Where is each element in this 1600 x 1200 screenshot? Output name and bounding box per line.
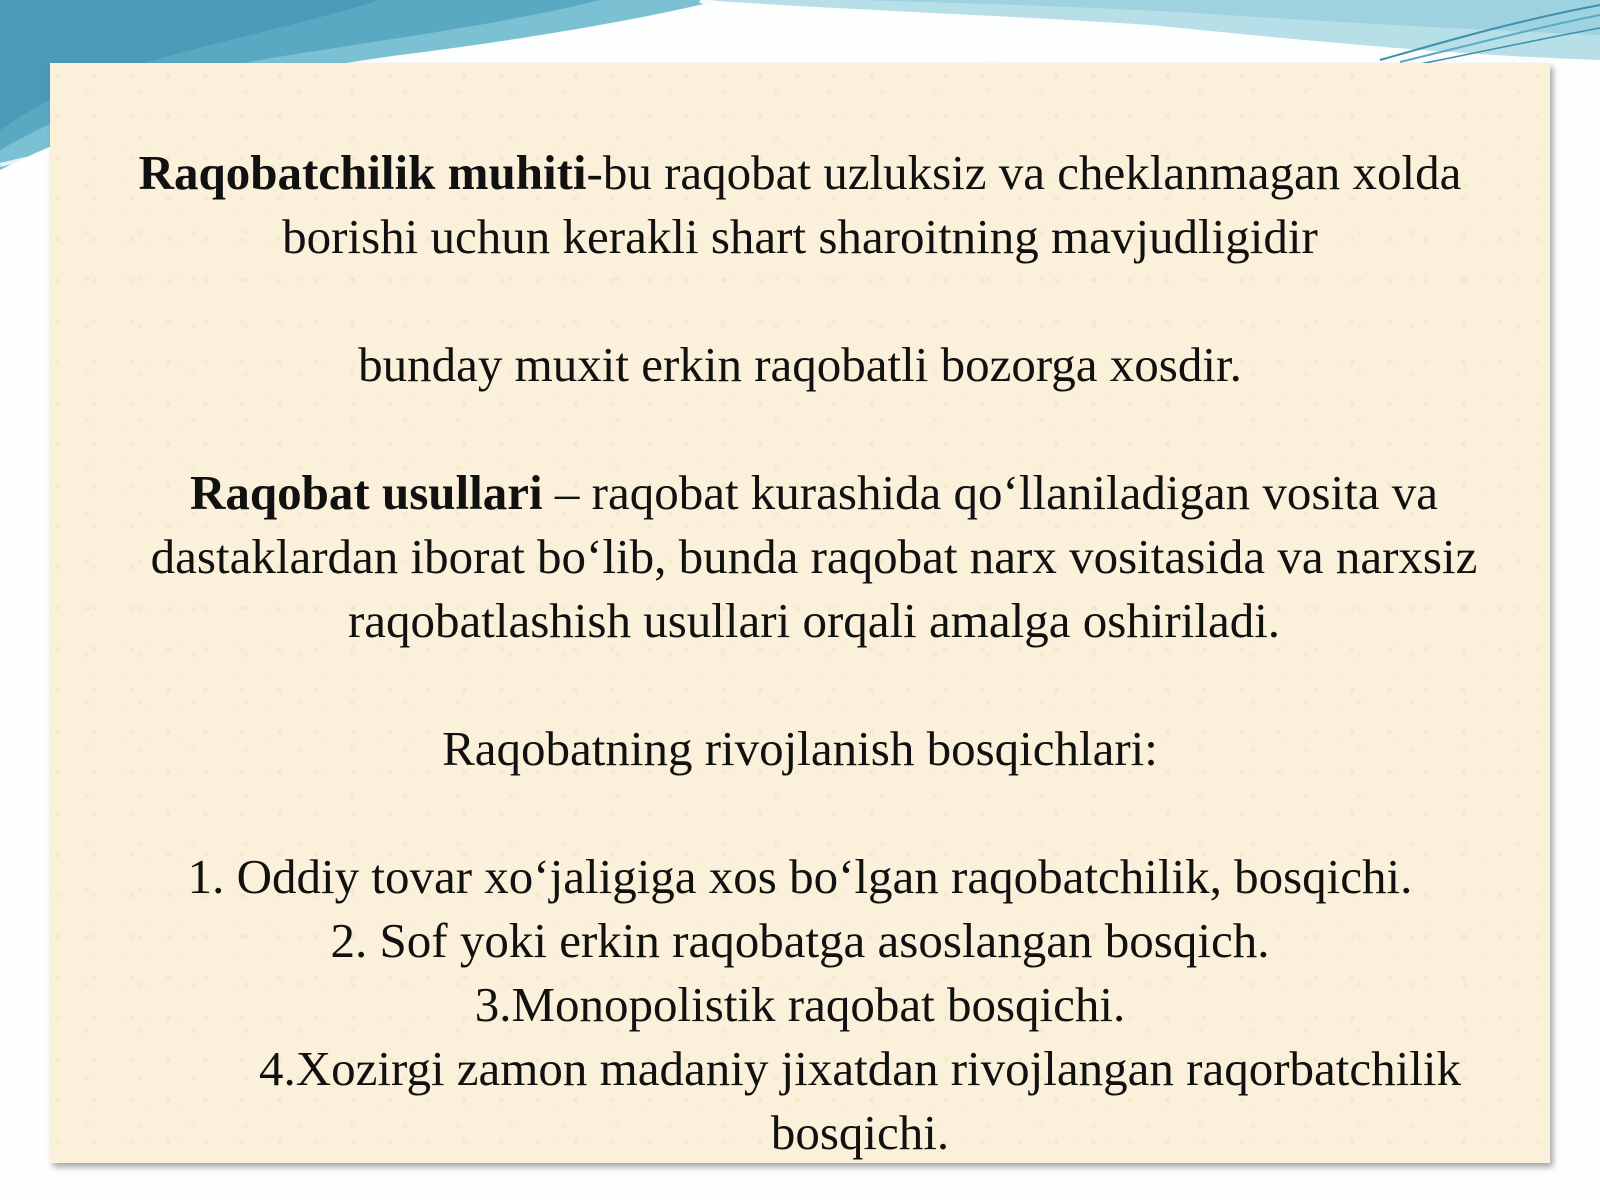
stage-item-1: 1. Oddiy tovar xo‘jaligiga xos bo‘lgan raqobatchilik, bosqichi. <box>187 849 1413 904</box>
spacer <box>70 653 1530 717</box>
stage-item-3: 3.Monopolistik raqobat bosqichi. <box>474 977 1126 1032</box>
term-competitive-environment: Raqobatchilik muhiti <box>138 145 587 200</box>
definition-competitive-environment <box>70 141 1530 269</box>
spacer <box>70 781 1530 845</box>
stage-item-2: 2. Sof yoki erkin raqobatga asoslangan bosqich. <box>330 913 1270 968</box>
term-competition-methods: Raqobat usullari <box>190 465 543 520</box>
stages-heading: Raqobatning rivojlanish bosqichlari: <box>442 721 1158 776</box>
definition-competition-methods <box>70 461 1530 653</box>
definition-competition-methods-text: – raqobat kurashida qo‘llaniladigan vosita va dastaklardan iborat bo‘lib, bunda raqobat narx vositasida va narxsiz raqobatlashish usullari orqali amalga oshiriladi. <box>150 465 1478 648</box>
content-panel <box>50 63 1550 1163</box>
slide-body <box>70 141 1530 1165</box>
spacer <box>70 269 1530 333</box>
free-market-note: bunday muxit erkin raqobatli bozorga xosdir. <box>358 337 1242 392</box>
definition-competitive-environment-text: -bu raqobat uzluksiz va cheklanmagan xolda borishi uchun kerakli shart sharoitning mavjudligidir <box>282 145 1462 264</box>
stage-item-4: 4.Xozirgi zamon madaniy jixatdan rivojlangan raqorbatchilik bosqichi. <box>259 1041 1461 1160</box>
spacer <box>70 397 1530 461</box>
